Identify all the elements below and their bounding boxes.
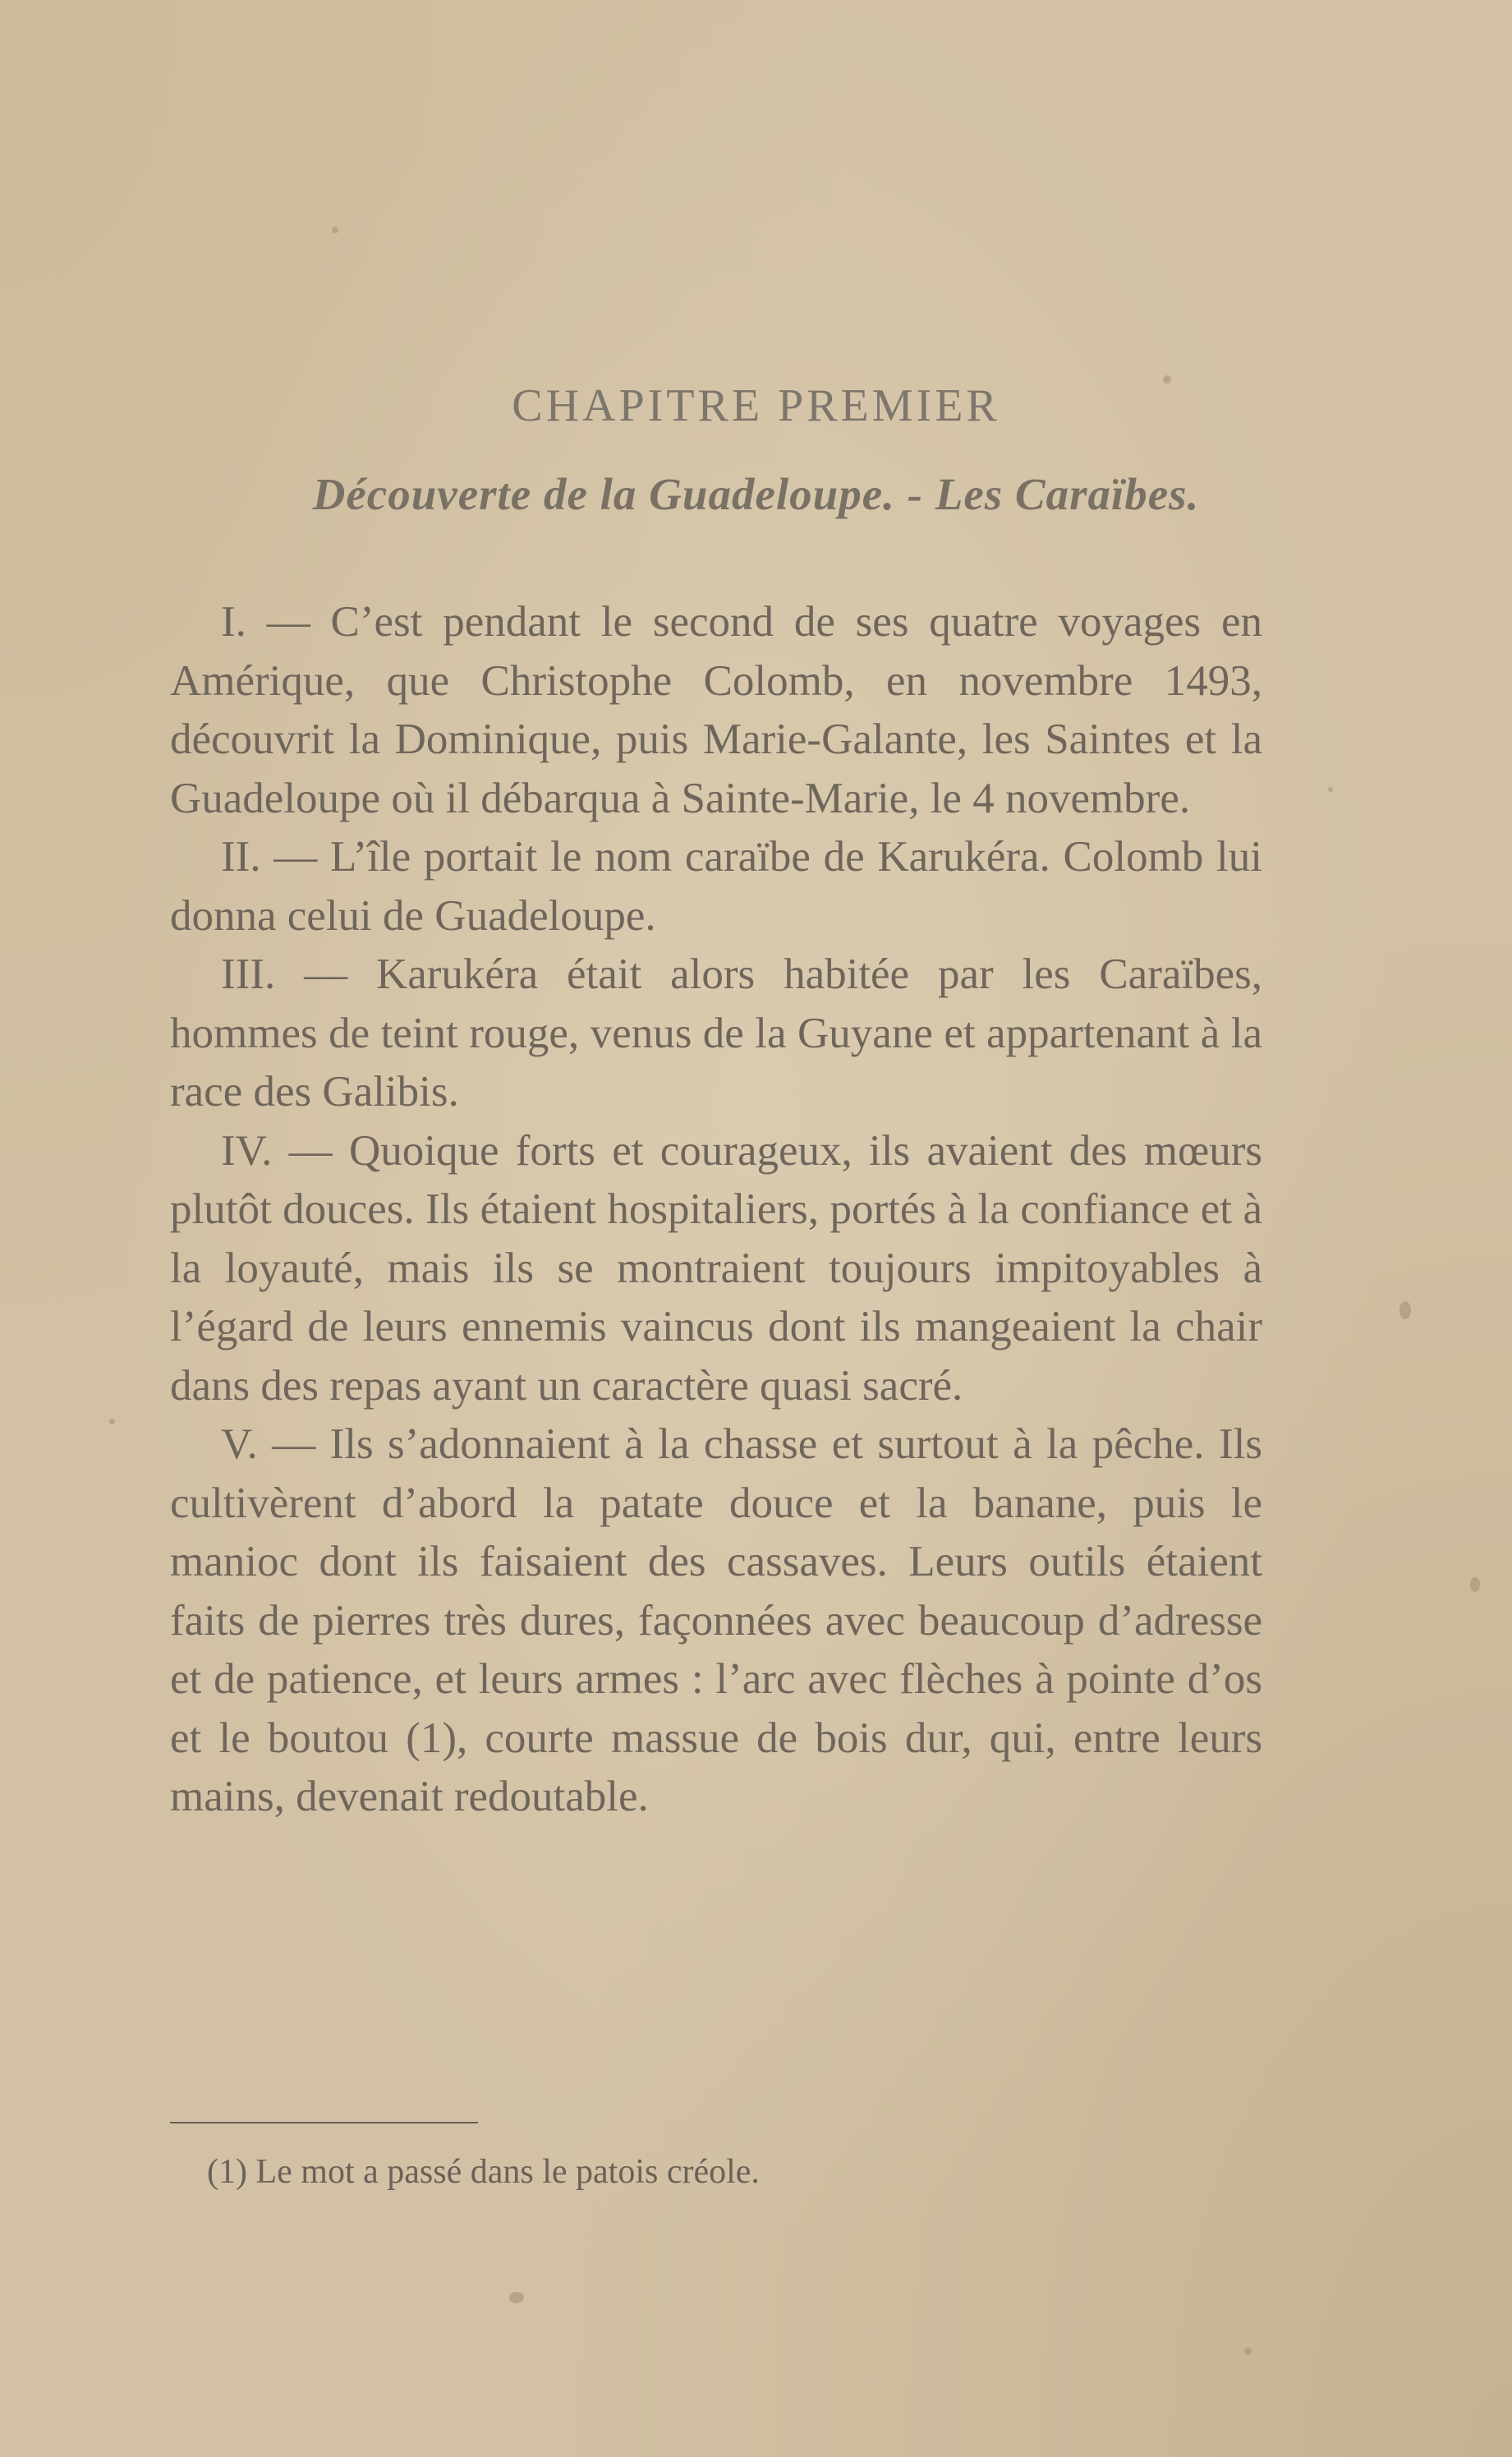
footnote: (1) Le mot a passé dans le patois créole. <box>207 2153 760 2191</box>
chapter-body <box>170 593 1262 1827</box>
footnote-rule <box>170 2122 478 2123</box>
paragraph-2: II. — L’île portait le nom caraïbe de Karukéra. Colomb lui donna celui de Guadeloupe. <box>170 833 1262 940</box>
paper-speck <box>332 227 338 233</box>
chapter-subtitle: Découverte de la Guadeloupe. - Les Caraïbes. <box>312 469 1200 519</box>
paper-speck <box>509 2292 524 2303</box>
paragraph-1: I. — C’est pendant le second de ses quatre voyages en Amérique, que Christophe Colomb, en novembre 1493, découvrit la Dominique, puis Marie-Galante, les Saintes et la Guadeloupe où il débarqua à Sainte-Marie, le 4 novembre. <box>170 598 1262 822</box>
paper-speck <box>1470 1577 1480 1592</box>
paper-speck <box>1328 787 1333 792</box>
paper-speck <box>1244 2348 1252 2355</box>
paragraph-5: V. — Ils s’adonnaient à la chasse et surtout à la pêche. Ils cultivèrent d’abord la patate douce et la banane, puis le manioc dont ils faisaient des cassaves. Leurs outils étaient faits de pierres très dures, façonnées avec beaucoup d’adresse et de patience, et leurs armes : l’arc avec flèches à pointe d’os et le boutou (1), courte massue de bois dur, qui, entre leurs mains, devenait redoutable. <box>170 1420 1262 1820</box>
paragraph-4: IV. — Quoique forts et courageux, ils avaient des mœurs plutôt douces. Ils étaient hospitaliers, portés à la confiance et à la loyauté, mais ils se montraient toujours impitoyables à l’égard de leurs ennemis vaincus dont ils mangeaient la chair dans des repas ayant un caractère quasi sacré. <box>170 1126 1262 1410</box>
chapter-title: CHAPITRE PREMIER <box>512 380 1000 431</box>
paper-speck <box>1163 375 1171 384</box>
paper-speck <box>109 1419 115 1424</box>
paper-speck <box>1399 1301 1411 1319</box>
paragraph-3: III. — Karukéra était alors habitée par les Caraïbes, hommes de teint rouge, venus de la Guyane et appartenant à la race des Galibis. <box>170 950 1262 1116</box>
